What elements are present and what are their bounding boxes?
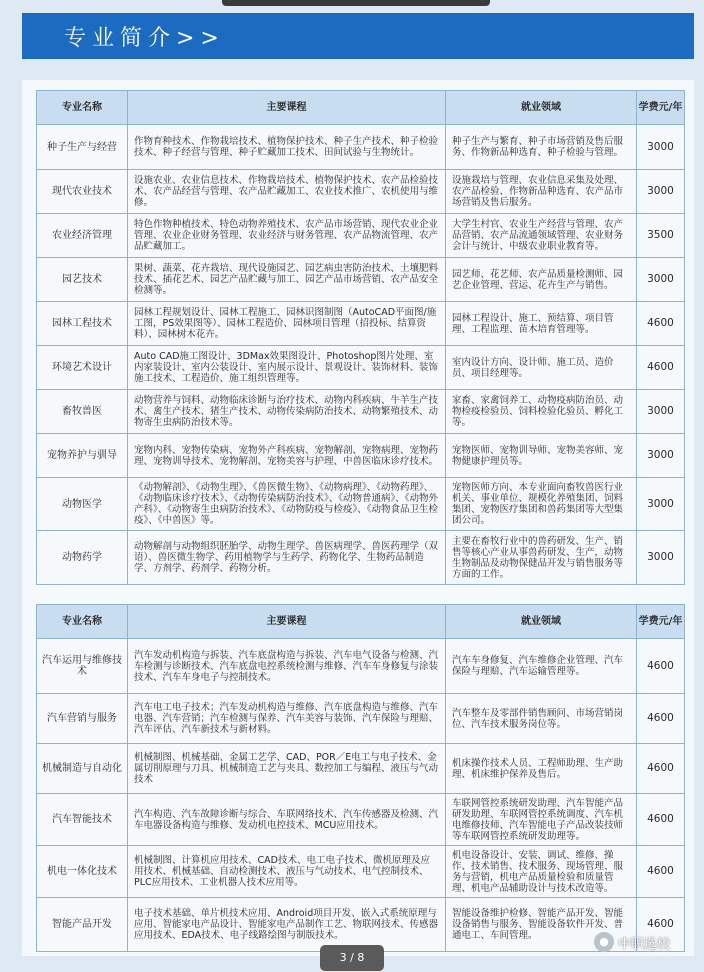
major-courses: 动物营养与饲料、动物临床诊断与治疗技术、动物内科疾病、牛羊生产技术、禽生产技术、猪生产技术、动物传染病防治技术、动物繁殖技术、动物寄生虫病防治技术等。 (128, 390, 446, 434)
table-row (37, 346, 685, 390)
major-table-2 (36, 604, 685, 952)
table-row (37, 302, 685, 346)
table-header (37, 91, 685, 125)
major-fee: 3000 (637, 434, 685, 478)
panel-1 (22, 80, 694, 600)
major-fee: 3000 (637, 125, 685, 170)
major-name: 智能产品开发 (37, 898, 128, 952)
major-name: 汽车营销与服务 (37, 694, 128, 744)
major-fee: 3000 (637, 478, 685, 531)
major-jobs: 主要在畜牧行业中的兽药研发、生产、销售等核心产业从事兽药研发、生产，动物生物制品及动物保健品开发与销售服务等方面的工作。 (446, 531, 637, 585)
major-name: 机电一体化技术 (37, 846, 128, 898)
table-row (37, 478, 685, 531)
major-fee: 3000 (637, 170, 685, 214)
major-jobs: 汽车车身修复、汽车维修企业管理、汽车保险与理赔、汽车运输管理等。 (446, 639, 637, 694)
panel-2 (22, 596, 694, 956)
major-fee: 4600 (637, 744, 685, 794)
major-courses: 机械制图、机械基础、金属工艺学、CAD、POR／E电工与电子技术、金属切削原理与刀具、机械制造工艺与夹具、数控加工与编程、液压与气动技术 (128, 744, 446, 794)
table-row (37, 434, 685, 478)
major-jobs: 园艺师、花艺师、农产品质量检测师、园艺企业管理、营运、花卉生产与销售。 (446, 258, 637, 302)
major-courses: 汽车发动机构造与拆装、汽车底盘构造与拆装、汽车电气设备与检测、汽车检测与诊断技术、汽车底盘电控系统检测与维修、汽车车身修复与涂装技术、汽车车身电子与控制技术。 (128, 639, 446, 694)
chat-icon: ● (594, 932, 614, 952)
major-courses: 果树、蔬菜、花卉栽培、现代设施园艺、园艺病虫害防治技术、土壤肥料技术、插花艺术、园艺产品贮藏与加工、园艺产品市场营销、农产品安全检测等。 (128, 258, 446, 302)
major-jobs: 设施栽培与管理、农业信息采集及处理、农产品检验、作物新品种选育、农产品市场营销及售后服务。 (446, 170, 637, 214)
major-fee: 4600 (637, 694, 685, 744)
major-jobs: 种子生产与繁育、种子市场营销及售后服务、作物新品种选育、种子检验与管理。 (446, 125, 637, 170)
col-courses: 主要课程 (128, 605, 446, 639)
col-fee: 学费元/年 (637, 91, 685, 125)
table-row (37, 214, 685, 258)
major-courses: 汽车构造、汽车故障诊断与综合、车联网络技术、汽车传感器及检测、汽车电器设备构造与维修、发动机电控技术、MCU应用技术。 (128, 794, 446, 846)
major-courses: 汽车电工电子技术；汽车发动机构造与维修、汽车底盘构造与维修、汽车电器、汽车营销；汽车检测与保养、汽车美容与装饰、汽车保险与理赔、汽车评估、汽车新技术与新材料。 (128, 694, 446, 744)
col-jobs: 就业领域 (446, 91, 637, 125)
major-name: 现代农业技术 (37, 170, 128, 214)
major-jobs: 智能设备维护检修、智能产品开发、智能设备销售与服务、智能设备软件开发、普通电工、车间管理。 (446, 898, 637, 952)
major-courses: 电子技术基础、单片机技术应用、Android项目开发、嵌入式系统原理与应用、智能家电产品设计、智能家电产品制作工艺、物联网技术、传感器应用技术、EDA技术、电子线路绘图与制版技术。 (128, 898, 446, 952)
major-table-1 (36, 90, 685, 585)
table-row (37, 390, 685, 434)
major-jobs: 宠物医师方向、本专业面向畜牧兽医行业机关、事业单位、规模化养殖集团、饲料集团、宠物医疗集团和兽药集团等大型集团公司。 (446, 478, 637, 531)
major-name: 动物医学 (37, 478, 128, 531)
table-row (37, 898, 685, 952)
col-name: 专业名称 (37, 605, 128, 639)
table-row (37, 170, 685, 214)
table-row (37, 639, 685, 694)
major-courses: 园林工程规划设计、园林工程施工、园林识图制图（AutoCAD平面图/施工图，PS效果图等）、园林工程造价、园林项目管理（招投标、结算资料）、园林树木花卉。 (128, 302, 446, 346)
col-courses: 主要课程 (128, 91, 446, 125)
major-courses: 作物育种技术、作物栽培技术、植物保护技术、种子生产技术、种子检验技术、种子经营与管理、种子贮藏加工技术、田间试验与生物统计。 (128, 125, 446, 170)
major-courses: 机械制图、计算机应用技术、CAD技术、电工电子技术、微机原理及应用技术、机械基础、自动检测技术、液压与气动技术、电气控制技术、PLC应用技术、工业机器人技术应用等。 (128, 846, 446, 898)
col-jobs: 就业领域 (446, 605, 637, 639)
major-jobs: 机电设备设计、安装、调试、维修、操作、技术销售、技术服务、现场管理、服务与营销，机电产品质量检验和质量管理、机电产品辅助设计与技术改造等。 (446, 846, 637, 898)
major-fee: 3000 (637, 531, 685, 585)
major-fee: 4600 (637, 846, 685, 898)
major-jobs: 园林工程设计、施工、预结算、项目管理、工程监理、苗木培育管理等。 (446, 302, 637, 346)
major-courses: 设施农业、农业信息技术、作物栽培技术、植物保护技术、农产品检验技术、农产品经营与管理、农产品贮藏加工、农业技术推广、农机使用与维修。 (128, 170, 446, 214)
major-jobs: 家畜、家禽饲养工、动物疫病防治员、动物检疫检验员、饲料检验化验员、孵化工等。 (446, 390, 637, 434)
major-courses: 特色作物种植技术、特色动物养殖技术、农产品市场营销、现代农业企业管理、农业企业财务管理、农业经济与财务管理、农产品物流管理、农产品贮藏加工。 (128, 214, 446, 258)
header-title: 专业简介>> (64, 26, 225, 51)
col-name: 专业名称 (37, 91, 128, 125)
major-jobs: 大学生村官、农业生产经营与管理、农产品营销、农产品流通领域管理、农业财务会计与统计、中级农业职业教育等。 (446, 214, 637, 258)
page-indicator: 3 / 8 (320, 945, 384, 971)
major-fee: 3000 (637, 390, 685, 434)
major-name: 畜牧兽医 (37, 390, 128, 434)
table-row (37, 744, 685, 794)
major-name: 园林工程技术 (37, 302, 128, 346)
major-name: 汽车智能技术 (37, 794, 128, 846)
major-courses: Auto CAD施工图设计、3DMax效果图设计、Photoshop图片处理、室内家装设计、室内公装设计、室内展示设计、景观设计、装饰材料、装饰施工技术、工程造价、施工组织管理等。 (128, 346, 446, 390)
top-bar (222, 0, 490, 6)
table-row (37, 846, 685, 898)
major-name: 园艺技术 (37, 258, 128, 302)
major-jobs: 汽车整车及零部件销售顾问、市场营销岗位、汽车技术服务岗位等。 (446, 694, 637, 744)
major-fee: 4600 (637, 346, 685, 390)
major-jobs: 室内设计方向、设计师、施工员、造价员、项目经理等。 (446, 346, 637, 390)
major-fee: 4600 (637, 639, 685, 694)
major-fee: 3000 (637, 258, 685, 302)
major-name: 农业经济管理 (37, 214, 128, 258)
major-jobs: 宠物医师、宠物训导师、宠物美容师、宠物健康护理员等。 (446, 434, 637, 478)
section-header (22, 13, 694, 59)
major-name: 机械制造与自动化 (37, 744, 128, 794)
major-fee: 4600 (637, 302, 685, 346)
major-fee: 4600 (637, 794, 685, 846)
major-name: 宠物养护与驯导 (37, 434, 128, 478)
major-courses: 宠物内科、宠物传染病、宠物外产科疾病、宠物解剖、宠物病理、宠物药理、宠物训导技术、宠物解剖、宠物美容与护理、中兽医临床诊疗技术。 (128, 434, 446, 478)
table-row (37, 125, 685, 170)
major-jobs: 机床操作技术人员、工程师助理、生产助理、机床维护保养及售后。 (446, 744, 637, 794)
major-courses: 动物解剖与动物组织胚胎学、动物生理学、兽医病理学、兽医药理学（双语）、兽医微生物学、药用植物学与生药学、药物化学、生物药品制造学、方剂学、药剂学、药物分析。 (128, 531, 446, 585)
watermark-text: 中职选校 (618, 937, 671, 952)
major-name: 动物药学 (37, 531, 128, 585)
table-row (37, 258, 685, 302)
major-courses: 《动物解剖》、《动物生理》、《兽医微生物》、《动物病理》、《动物药理》、《动物临床诊疗技术》、《动物传染病防治技术》、《动物普通病》、《动物外产科》、《动物寄生虫病防治技术》、《动物防疫与检疫》、《动物食品卫生检疫》、《中兽医》等。 (128, 478, 446, 531)
major-name: 汽车运用与维修技术 (37, 639, 128, 694)
major-name: 环境艺术设计 (37, 346, 128, 390)
watermark (594, 930, 698, 954)
major-jobs: 车联网管控系统研发助理、汽车智能产品研发助理、车联网管控系统调度、汽车机电维修技师、汽车智能电子产品改装技师等车联网管控系统研发助理等。 (446, 794, 637, 846)
major-fee: 3500 (637, 214, 685, 258)
table-header (37, 605, 685, 639)
table-row (37, 694, 685, 744)
table-row (37, 794, 685, 846)
table-row (37, 531, 685, 585)
major-fee: 4600 (637, 898, 685, 952)
major-name: 种子生产与经营 (37, 125, 128, 170)
col-fee: 学费元/年 (637, 605, 685, 639)
